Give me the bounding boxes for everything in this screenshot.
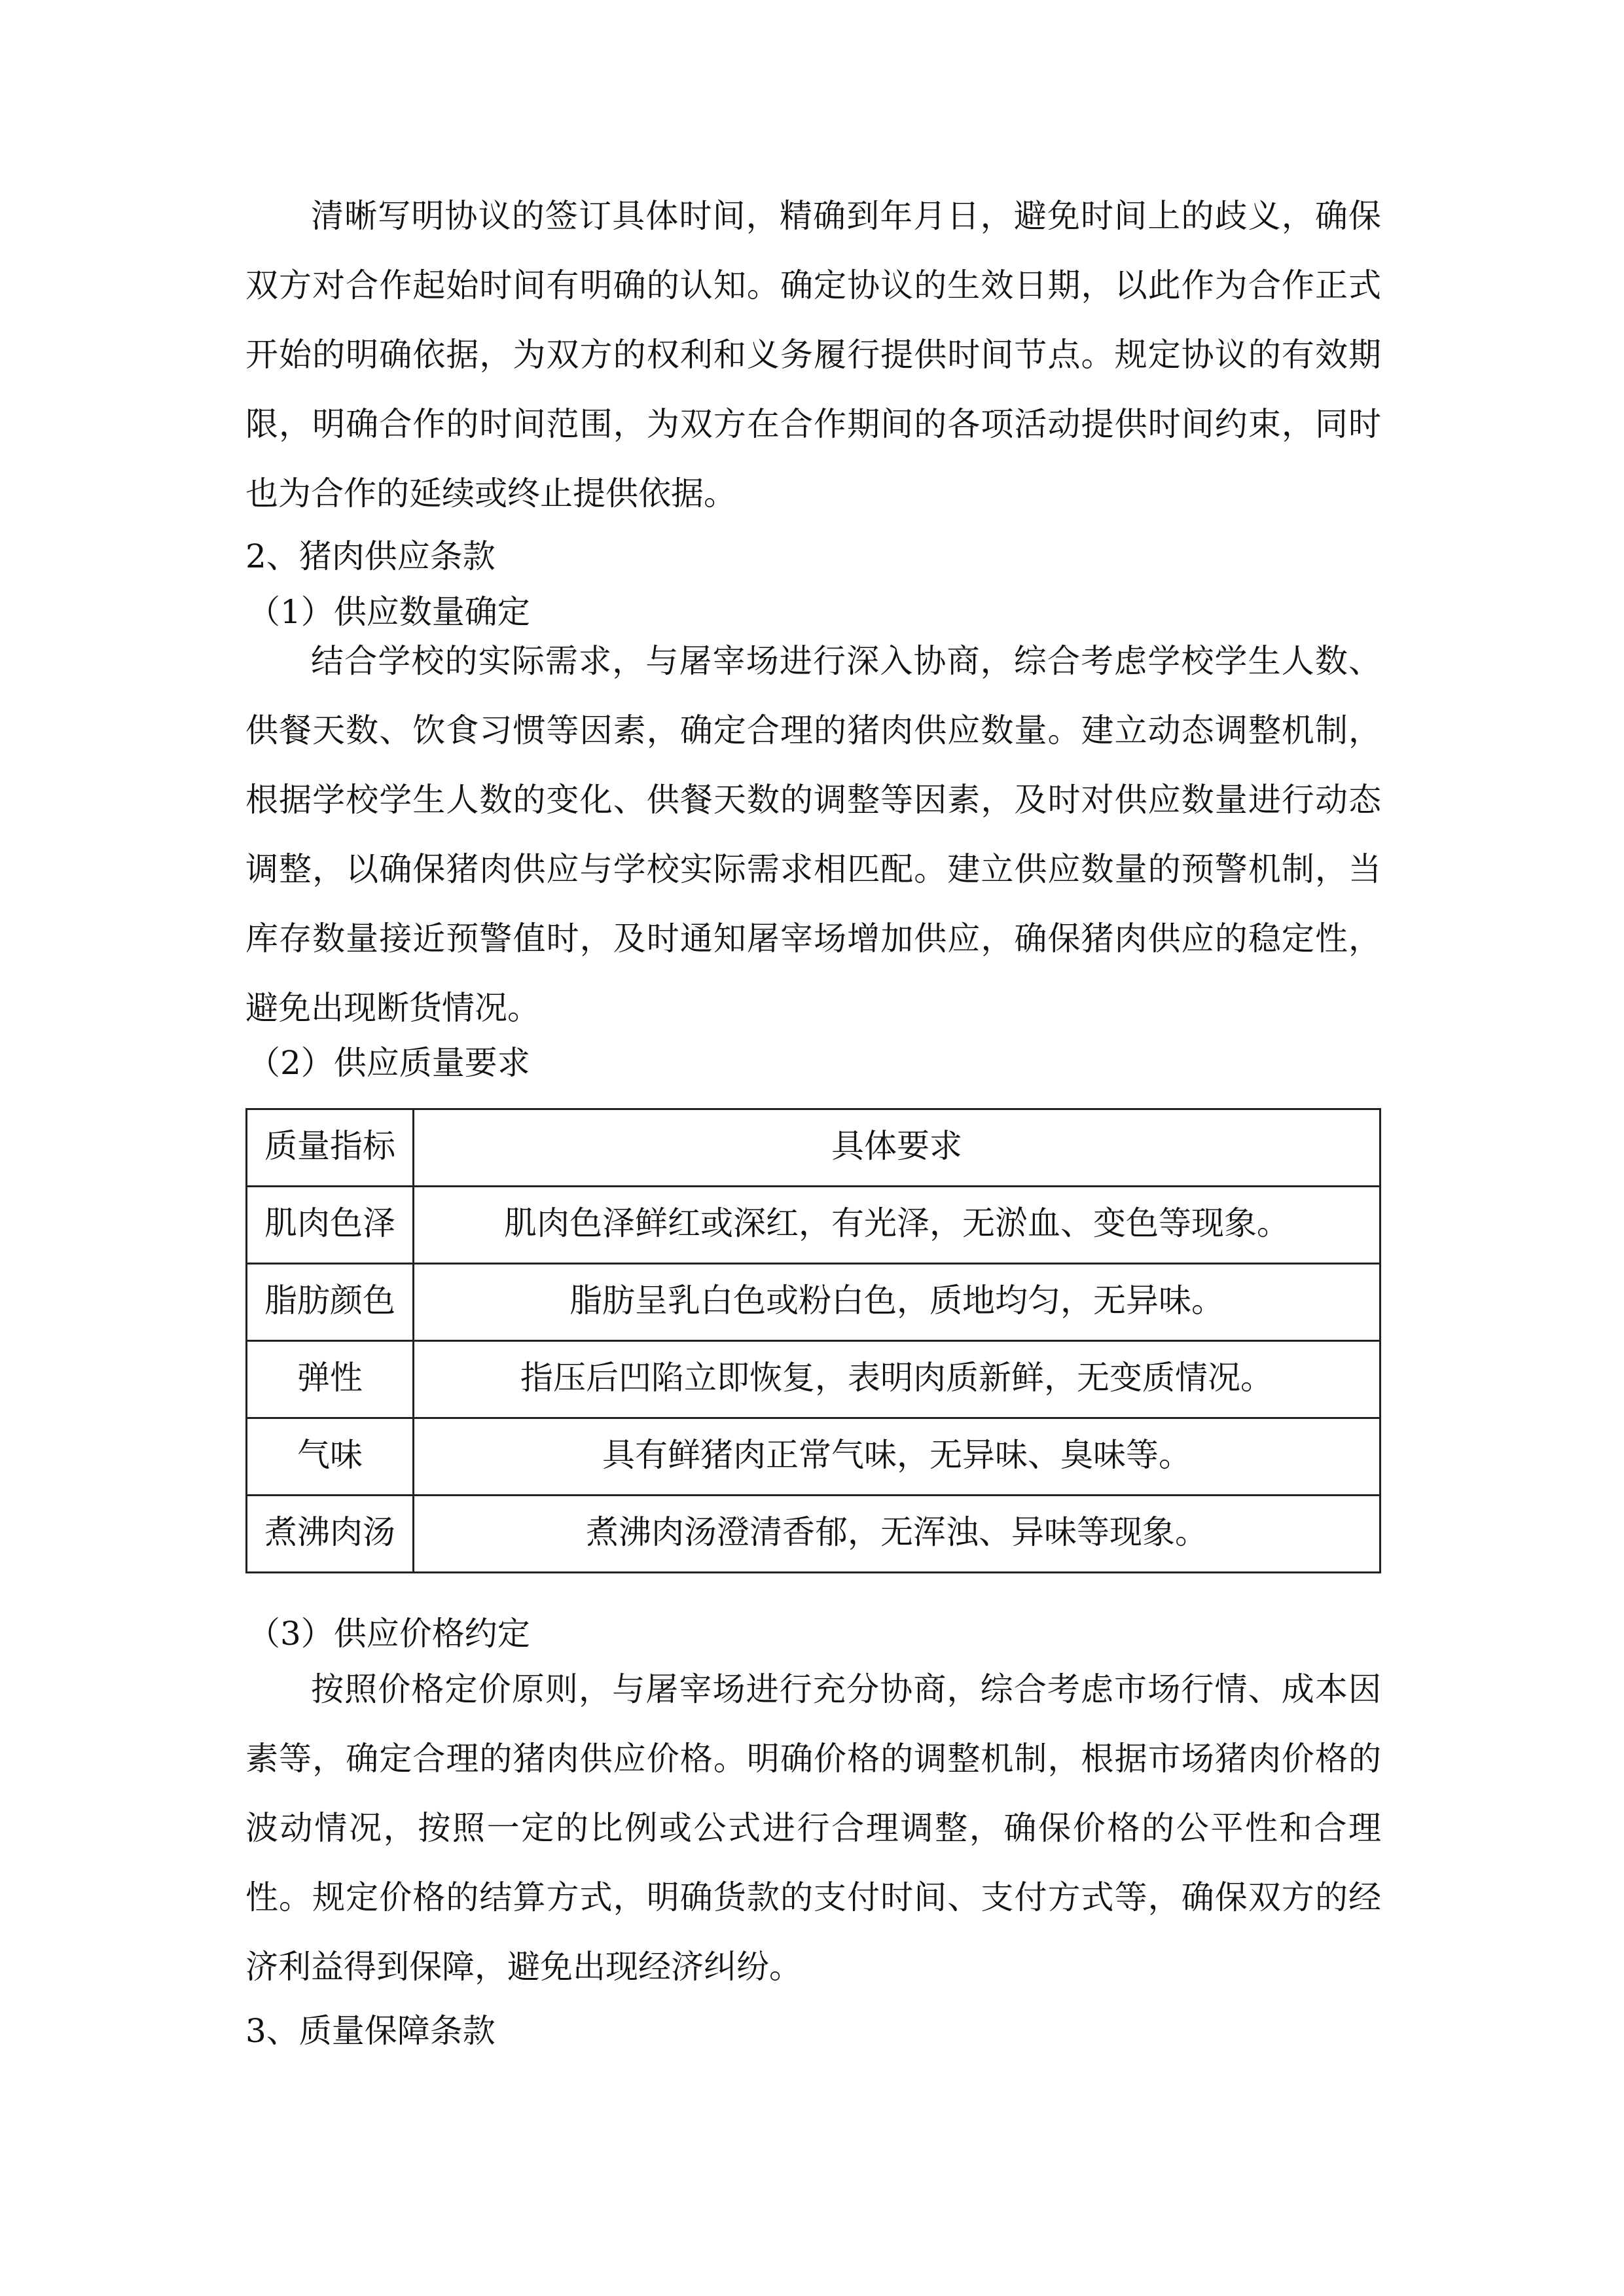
table-cell: 气味 xyxy=(247,1418,414,1496)
table-cell: 煮沸肉汤澄清香郁，无浑浊、异味等现象。 xyxy=(414,1496,1380,1573)
table-header-row xyxy=(247,1109,1380,1187)
table-row xyxy=(247,1341,1380,1418)
table-header-cell: 质量指标 xyxy=(247,1109,414,1187)
table-row xyxy=(247,1187,1380,1264)
section-3-heading: 3、质量保障条款 xyxy=(245,2012,496,2050)
subsection-1-heading: （1）供应数量确定 xyxy=(247,593,530,631)
table-cell: 肌肉色泽鲜红或深红，有光泽，无淤血、变色等现象。 xyxy=(414,1187,1380,1264)
table-cell: 指压后凹陷立即恢复，表明肉质新鲜，无变质情况。 xyxy=(414,1341,1380,1418)
table-cell: 煮沸肉汤 xyxy=(247,1496,414,1573)
table-row xyxy=(247,1264,1380,1341)
table-row xyxy=(247,1418,1380,1496)
subsection-2-heading: （2）供应质量要求 xyxy=(247,1044,530,1082)
subsection-3-heading: （3）供应价格约定 xyxy=(247,1615,530,1653)
supply-price-paragraph: 按照价格定价原则，与屠宰场进行充分协商，综合考虑市场行情、成本因素等，确定合理的猪肉供应价格。明确价格的调整机制，根据市场猪肉价格的波动情况，按照一定的比例或公式进行合理调整，确保价格的公平性和合理性。规定价格的结算方式，明确货款的支付时间、支付方式等，确保双方的经济利益得到保障，避免出现经济纠纷。 xyxy=(245,1670,1381,1986)
table-cell: 脂肪呈乳白色或粉白色，质地均匀，无异味。 xyxy=(414,1264,1380,1341)
table-cell: 弹性 xyxy=(247,1341,414,1418)
table-header-cell: 具体要求 xyxy=(414,1109,1380,1187)
intro-paragraph: 清晰写明协议的签订具体时间，精确到年月日，避免时间上的歧义，确保双方对合作起始时间有明确的认知。确定协议的生效日期，以此作为合作正式开始的明确依据，为双方的权利和义务履行提供时间节点。规定协议的有效期限，明确合作的时间范围，为双方在合作期间的各项活动提供时间约束，同时也为合作的延续或终止提供依据。 xyxy=(245,197,1381,512)
table-cell: 脂肪颜色 xyxy=(247,1264,414,1341)
quality-requirements-table xyxy=(245,1108,1381,1573)
section-2-heading: 2、猪肉供应条款 xyxy=(245,537,496,575)
table-row xyxy=(247,1496,1380,1573)
table-cell: 具有鲜猪肉正常气味，无异味、臭味等。 xyxy=(414,1418,1380,1496)
table-cell: 肌肉色泽 xyxy=(247,1187,414,1264)
supply-quantity-paragraph: 结合学校的实际需求，与屠宰场进行深入协商，综合考虑学校学生人数、供餐天数、饮食习惯等因素，确定合理的猪肉供应数量。建立动态调整机制，根据学校学生人数的变化、供餐天数的调整等因素，及时对供应数量进行动态调整，以确保猪肉供应与学校实际需求相匹配。建立供应数量的预警机制，当库存数量接近预警值时，及时通知屠宰场增加供应，确保猪肉供应的稳定性，避免出现断货情况。 xyxy=(245,642,1381,1027)
